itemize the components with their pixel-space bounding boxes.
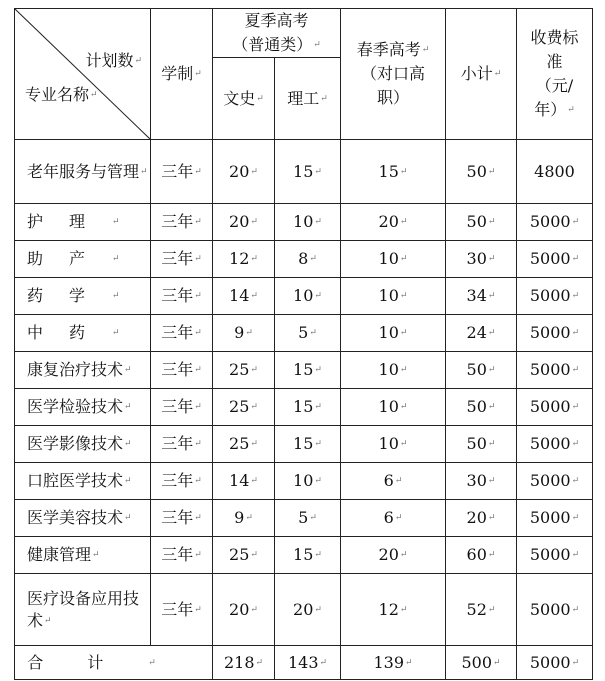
fee-cell: 5000 ↵: [517, 463, 593, 500]
total-subtotal-cell: 500 ↵: [446, 646, 517, 680]
subtotal-cell: 50 ↵: [446, 204, 517, 241]
total-science-cell: 143 ↵: [275, 646, 341, 680]
fee-header: 收费标准（元/年） ↵: [517, 9, 593, 140]
science-header: 理工 ↵: [275, 58, 341, 140]
spring-cell: 20 ↵: [341, 204, 446, 241]
table-row: [15, 537, 593, 574]
fee-cell: 5000 ↵: [517, 426, 593, 463]
arts-cell: 20 ↵: [213, 140, 275, 204]
spring-cell: 15 ↵: [341, 140, 446, 204]
total-label-cell: [15, 646, 213, 680]
fee-cell: 5000 ↵: [517, 315, 593, 352]
subtotal-cell: 20 ↵: [446, 500, 517, 537]
fee-cell: 5000 ↵: [517, 352, 593, 389]
science-cell: 10 ↵: [275, 278, 341, 315]
subtotal-cell: 24 ↵: [446, 315, 517, 352]
diagonal-header-cell: [15, 9, 151, 140]
major-cell: 医学美容技术 ↵: [15, 500, 151, 537]
arts-cell: 20 ↵: [213, 574, 275, 646]
duration-cell: 三年 ↵: [151, 278, 213, 315]
duration-cell: 三年 ↵: [151, 140, 213, 204]
spring-cell: 10 ↵: [341, 389, 446, 426]
total-spring-cell: 139 ↵: [341, 646, 446, 680]
arts-cell: 20 ↵: [213, 204, 275, 241]
duration-header: 学制 ↵: [151, 9, 213, 140]
fee-cell: 5000 ↵: [517, 241, 593, 278]
spring-cell: 10 ↵: [341, 278, 446, 315]
spring-exam-title: 春季高考 ↵: [357, 40, 430, 59]
arts-cell: 25 ↵: [213, 389, 275, 426]
duration-cell: 三年 ↵: [151, 426, 213, 463]
major-name-label: 专业名称 ↵: [25, 83, 98, 107]
fee-cell: 4800: [517, 140, 593, 204]
summer-exam-subtitle: （普通类） ↵: [213, 33, 340, 57]
total-fee-cell: 5000 ↵: [517, 646, 593, 680]
spring-cell: 10 ↵: [341, 352, 446, 389]
major-cell: 医学检验技术 ↵: [15, 389, 151, 426]
enrollment-plan-table: [14, 8, 593, 680]
spring-cell: 6 ↵: [341, 463, 446, 500]
fee-cell: 5000 ↵: [517, 278, 593, 315]
arts-cell: 25 ↵: [213, 352, 275, 389]
total-row: [15, 646, 593, 680]
table-row: [15, 389, 593, 426]
summer-exam-header: [213, 9, 341, 58]
arts-cell: 25 ↵: [213, 426, 275, 463]
spring-cell: 6 ↵: [341, 500, 446, 537]
science-cell: 15 ↵: [275, 426, 341, 463]
arts-cell: 9 ↵: [213, 500, 275, 537]
subtotal-cell: 34 ↵: [446, 278, 517, 315]
major-cell: 助产 ↵: [15, 241, 151, 278]
fee-cell: 5000 ↵: [517, 204, 593, 241]
liberal-arts-header: 文史 ↵: [213, 58, 275, 140]
duration-cell: 三年 ↵: [151, 315, 213, 352]
science-cell: 15 ↵: [275, 140, 341, 204]
science-cell: 8 ↵: [275, 241, 341, 278]
subtotal-cell: 50 ↵: [446, 352, 517, 389]
fee-cell: 5000 ↵: [517, 389, 593, 426]
major-cell: 健康管理 ↵: [15, 537, 151, 574]
science-cell: 15 ↵: [275, 352, 341, 389]
spring-cell: 12 ↵: [341, 574, 446, 646]
subtotal-cell: 30 ↵: [446, 241, 517, 278]
arts-cell: 9 ↵: [213, 315, 275, 352]
fee-cell: 5000 ↵: [517, 500, 593, 537]
subtotal-cell: 30 ↵: [446, 463, 517, 500]
fee-cell: 5000 ↵: [517, 574, 593, 646]
science-cell: 10 ↵: [275, 463, 341, 500]
science-cell: 5 ↵: [275, 500, 341, 537]
spring-cell: 20 ↵: [341, 537, 446, 574]
subtotal-cell: 50 ↵: [446, 140, 517, 204]
table-row: [15, 574, 593, 646]
major-cell: 护理 ↵: [15, 204, 151, 241]
duration-cell: 三年 ↵: [151, 463, 213, 500]
total-label: 合计 ↵: [27, 653, 200, 672]
science-cell: 15 ↵: [275, 389, 341, 426]
summer-exam-title: 夏季高考: [244, 11, 309, 30]
subtotal-cell: 50 ↵: [446, 426, 517, 463]
science-cell: 20 ↵: [275, 574, 341, 646]
duration-cell: 三年 ↵: [151, 537, 213, 574]
duration-cell: 三年 ↵: [151, 500, 213, 537]
plan-count-label: 计划数 ↵: [85, 49, 142, 73]
table-row: [15, 140, 593, 204]
spring-cell: 10 ↵: [341, 426, 446, 463]
table-row: [15, 241, 593, 278]
header-row-1: [15, 9, 593, 58]
table-row: [15, 278, 593, 315]
duration-cell: 三年 ↵: [151, 204, 213, 241]
duration-cell: 三年 ↵: [151, 241, 213, 278]
duration-cell: 三年 ↵: [151, 389, 213, 426]
arts-cell: 14 ↵: [213, 278, 275, 315]
major-cell: 口腔医学技术 ↵: [15, 463, 151, 500]
major-cell: 中药 ↵: [15, 315, 151, 352]
subtotal-cell: 60 ↵: [446, 537, 517, 574]
duration-cell: 三年 ↵: [151, 574, 213, 646]
major-cell: 老年服务与管理 ↵: [15, 140, 151, 204]
arts-cell: 12 ↵: [213, 241, 275, 278]
major-cell: 医疗设备应用技术 ↵: [15, 574, 151, 646]
table-row: [15, 500, 593, 537]
arts-cell: 25 ↵: [213, 537, 275, 574]
table-row: [15, 204, 593, 241]
total-arts-cell: 218 ↵: [213, 646, 275, 680]
table-row: [15, 315, 593, 352]
spring-exam-header: [341, 9, 446, 140]
major-cell: 药学 ↵: [15, 278, 151, 315]
science-cell: 10 ↵: [275, 204, 341, 241]
arts-cell: 14 ↵: [213, 463, 275, 500]
science-cell: 5 ↵: [275, 315, 341, 352]
major-cell: 康复治疗技术 ↵: [15, 352, 151, 389]
fee-cell: 5000 ↵: [517, 537, 593, 574]
subtotal-cell: 52 ↵: [446, 574, 517, 646]
subtotal-cell: 50 ↵: [446, 389, 517, 426]
table-row: [15, 426, 593, 463]
science-cell: 15 ↵: [275, 537, 341, 574]
spring-cell: 10 ↵: [341, 241, 446, 278]
subtotal-header: 小计 ↵: [446, 9, 517, 140]
table-row: [15, 463, 593, 500]
major-cell: 医学影像技术 ↵: [15, 426, 151, 463]
spring-cell: 10 ↵: [341, 315, 446, 352]
diagonal-line: [15, 9, 150, 139]
duration-cell: 三年 ↵: [151, 352, 213, 389]
spring-exam-subtitle: （对口高职）: [360, 64, 425, 107]
table-row: [15, 352, 593, 389]
